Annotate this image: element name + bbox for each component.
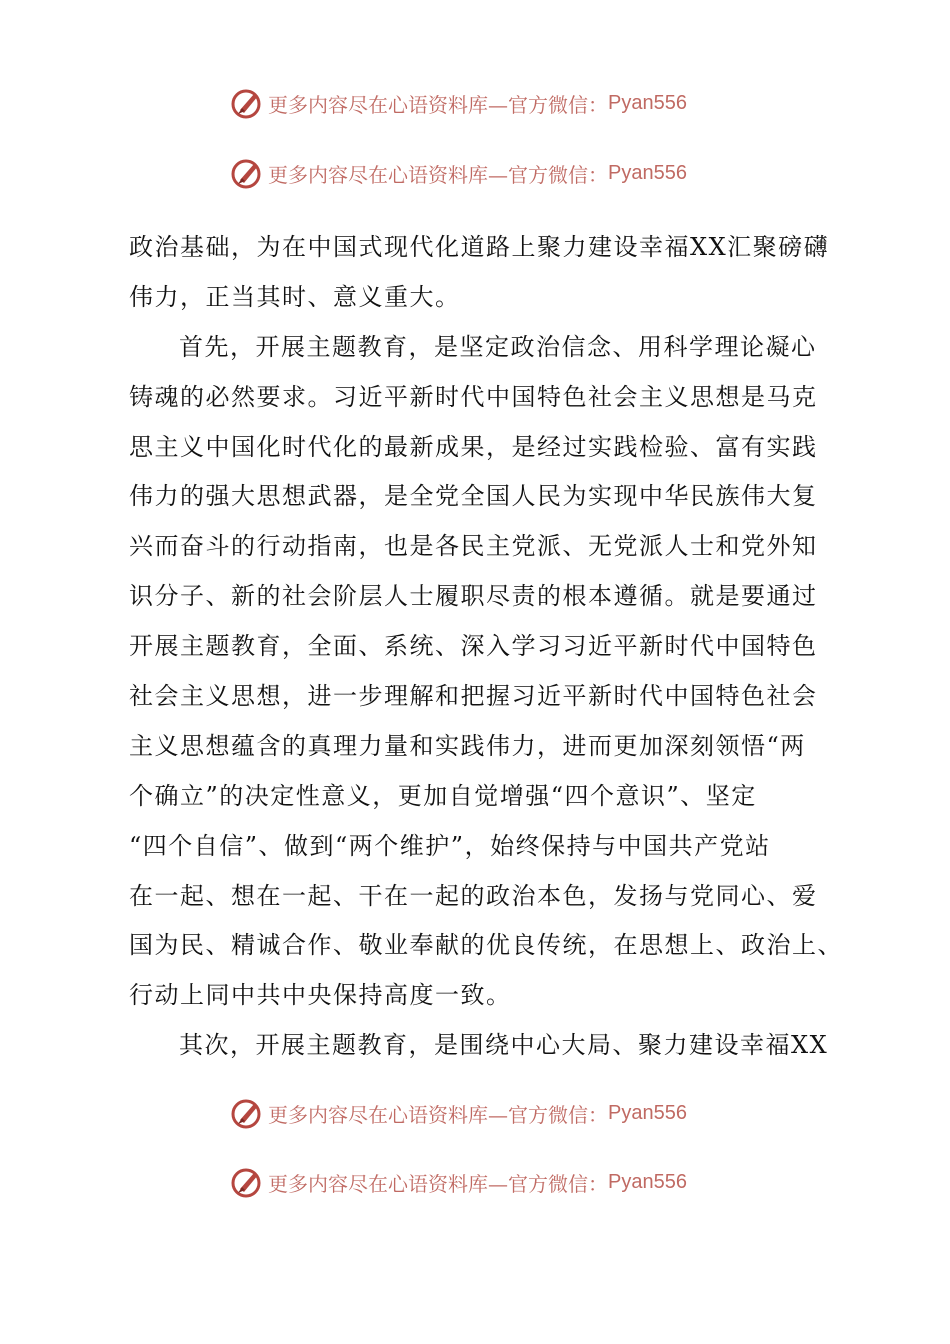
- watermark-text: 更多内容尽在心语资料库—官方微信：: [268, 92, 608, 117]
- text-line: 兴而奋斗的行动指南，也是各民主党派、无党派人士和党外知: [129, 532, 818, 561]
- watermark-wechat-id: Pyan556: [608, 91, 687, 114]
- watermark-text: 更多内容尽在心语资料库—官方微信：: [268, 1102, 608, 1127]
- pen-nib-circle-icon: [230, 156, 264, 190]
- text-line: 社会主义思想，进一步理解和把握习近平新时代中国特色社会: [129, 682, 818, 711]
- pen-nib-circle-icon: [230, 1165, 264, 1199]
- text-line: 其次，开展主题教育，是围绕中心大局、聚力建设幸福XX: [179, 1031, 829, 1060]
- watermark-banner-bottom-2: [230, 1164, 687, 1200]
- text-line: 开展主题教育，全面、系统、深入学习习近平新时代中国特色: [129, 632, 818, 661]
- text-line: 首先，开展主题教育，是坚定政治信念、用科学理论凝心: [179, 332, 817, 361]
- pen-nib-circle-icon: [230, 1096, 264, 1130]
- watermark-wechat-id: Pyan556: [608, 1170, 687, 1193]
- text-line: 在一起、想在一起、干在一起的政治本色，发扬与党同心、爱: [129, 881, 818, 910]
- watermark-banner-top-2: [230, 155, 687, 191]
- text-line: 铸魂的必然要求。习近平新时代中国特色社会主义思想是马克: [129, 382, 818, 411]
- text-line: 识分子、新的社会阶层人士履职尽责的根本遵循。就是要通过: [129, 582, 818, 611]
- text-line: 国为民、精诚合作、敬业奉献的优良传统，在思想上、政治上、: [129, 931, 843, 960]
- document-body: [129, 223, 849, 1071]
- text-line: 伟力的强大思想武器，是全党全国人民为实现中华民族伟大复: [129, 482, 818, 511]
- text-line: 思主义中国化时代化的最新成果，是经过实践检验、富有实践: [129, 432, 818, 461]
- text-line: 伟力，正当其时、意义重大。: [129, 282, 461, 311]
- watermark-banner-bottom-1: [230, 1095, 687, 1131]
- watermark-text: 更多内容尽在心语资料库—官方微信：: [268, 1171, 608, 1196]
- text-line: 主义思想蕴含的真理力量和实践伟力，进而更加深刻领悟“两: [129, 731, 806, 760]
- text-line: 个确立”的决定性意义，更加自觉增强“四个意识”、坚定: [129, 781, 757, 810]
- text-line: 行动上同中共中央保持高度一致。: [129, 981, 512, 1010]
- watermark-wechat-id: Pyan556: [608, 1101, 687, 1124]
- watermark-text: 更多内容尽在心语资料库—官方微信：: [268, 162, 608, 187]
- watermark-banner-top-1: [230, 85, 687, 121]
- text-line: “四个自信”、做到“两个维护”，始终保持与中国共产党站: [129, 831, 771, 860]
- text-line: 政治基础，为在中国式现代化道路上聚力建设幸福XX汇聚磅礴: [129, 233, 830, 261]
- pen-nib-circle-icon: [230, 86, 264, 120]
- watermark-wechat-id: Pyan556: [608, 161, 687, 184]
